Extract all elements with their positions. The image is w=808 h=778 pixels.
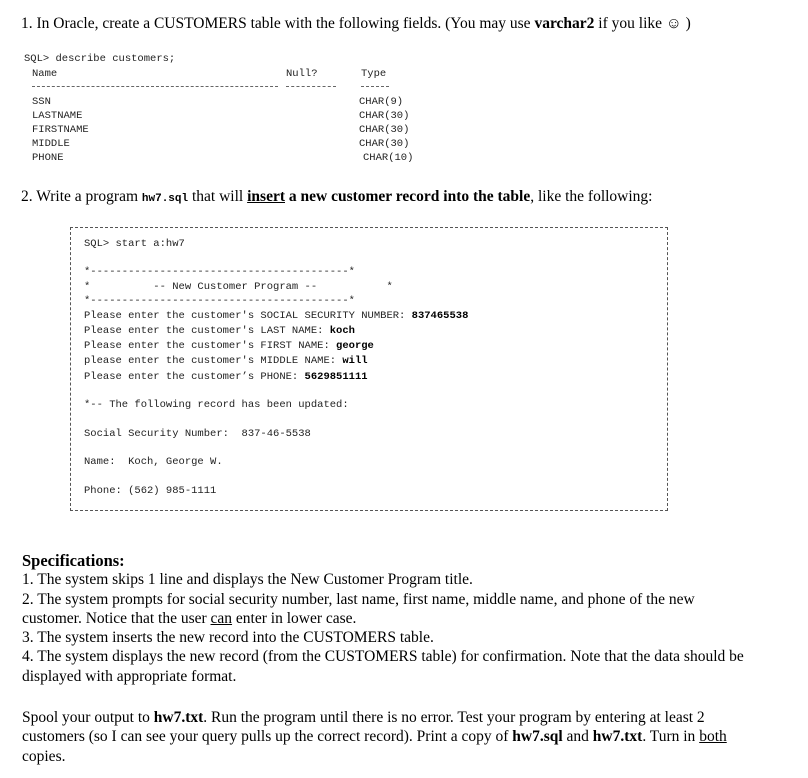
spool-text: Spool your output to xyxy=(22,709,154,726)
spool-file-sql: hw7.sql xyxy=(512,728,563,746)
q1-number: 1. xyxy=(21,15,33,32)
spec-item: 3. The system inserts the new record into the CUSTOMERS table. xyxy=(22,629,434,647)
prompt-line xyxy=(84,355,368,367)
spool-file-txt: hw7.txt xyxy=(153,709,204,726)
q1-text-end: if you like ☺ ) xyxy=(594,15,691,32)
spool-underlined-both: both xyxy=(699,728,727,746)
q2-text: that will xyxy=(188,188,248,205)
prompt-line xyxy=(84,310,468,322)
prompt-line xyxy=(84,340,374,352)
question-1 xyxy=(21,15,691,33)
prompt-answer: george xyxy=(336,340,374,352)
spec-item xyxy=(22,609,804,628)
question-2 xyxy=(21,188,653,206)
table-row-name: SSN xyxy=(32,96,51,108)
table-row-name: FIRSTNAME xyxy=(32,124,89,136)
banner-title: * -- New Customer Program -- * xyxy=(84,281,393,293)
prompt-label: Please enter the customer's LAST NAME: xyxy=(84,325,330,337)
specifications xyxy=(22,551,804,686)
prompt-answer: koch xyxy=(329,325,355,337)
prompt-line xyxy=(84,371,368,383)
prompt-answer: 837465538 xyxy=(411,310,469,322)
session-start-command: SQL> start a:hw7 xyxy=(84,238,185,250)
prompt-label: Please enter the customer's SOCIAL SECURITY NUMBER: xyxy=(84,310,412,322)
spool-line xyxy=(22,727,804,746)
describe-command: SQL> describe customers; xyxy=(24,53,176,65)
spec-text: customer. Notice that the user xyxy=(22,609,211,627)
q2-text-end: , like the following: xyxy=(530,188,653,205)
prompt-label: please enter the customer's MIDDLE NAME: xyxy=(84,355,343,367)
prompt-answer: 5629851111 xyxy=(304,371,368,383)
spool-text: . Turn in xyxy=(642,728,700,746)
table-row-type: CHAR(9) xyxy=(359,96,404,108)
spool-text: and xyxy=(562,728,593,746)
table-row-type: CHAR(30) xyxy=(359,110,410,122)
banner-bottom: *-----------------------------------------* xyxy=(84,295,355,307)
spool-instructions xyxy=(22,708,804,766)
spool-text: customers (so I can see your query pulls up the correct record). Print a copy of xyxy=(22,728,513,746)
q1-bold-term: varchar2 xyxy=(534,15,595,32)
q2-filename: hw7.sql xyxy=(141,193,189,205)
result-ssn: Social Security Number: 837-46-5538 xyxy=(84,428,311,440)
prompt-label: Please enter the customer’s PHONE: xyxy=(84,371,305,383)
table-row-name: PHONE xyxy=(32,152,64,164)
table-row-type: CHAR(10) xyxy=(363,152,414,164)
table-row-type: CHAR(30) xyxy=(359,138,410,150)
header-rule-name xyxy=(32,86,278,87)
updated-message: *-- The following record has been updated: xyxy=(84,399,349,411)
col-header-name: Name xyxy=(32,68,58,80)
col-header-type: Type xyxy=(361,68,387,80)
q2-text: Write a program xyxy=(32,188,142,205)
col-header-null: Null? xyxy=(286,68,318,80)
result-name: Name: Koch, George W. xyxy=(84,456,223,468)
spool-line: copies. xyxy=(22,747,66,765)
spool-text: . Run the program until there is no error. Test your program by entering at least 2 xyxy=(203,709,705,726)
spool-file-txt: hw7.txt xyxy=(592,728,643,746)
table-row-name: MIDDLE xyxy=(32,138,70,150)
prompt-line xyxy=(84,325,355,337)
spec-item: 2. The system prompts for social security number, last name, first name, middle name, and phone of the new xyxy=(22,590,695,608)
header-rule-type xyxy=(361,86,389,87)
spool-line xyxy=(22,708,804,727)
q2-bold-phrase: a new customer record into the table xyxy=(285,188,531,205)
spec-underlined-can: can xyxy=(210,609,233,627)
q1-text: In Oracle, create a CUSTOMERS table with the following fields. (You may use xyxy=(32,15,535,32)
spec-item: 1. The system skips 1 line and displays the New Customer Program title. xyxy=(22,571,473,589)
table-row-type: CHAR(30) xyxy=(359,124,410,136)
spec-text: enter in lower case. xyxy=(232,609,357,627)
banner-top: *-----------------------------------------* xyxy=(84,266,355,278)
q2-insert-keyword: insert xyxy=(247,188,285,205)
prompt-label: Please enter the customer's FIRST NAME: xyxy=(84,340,337,352)
prompt-answer: will xyxy=(342,355,368,367)
spec-item: displayed with appropriate format. xyxy=(22,667,237,685)
header-rule-null xyxy=(286,86,336,87)
spec-item: 4. The system displays the new record (from the CUSTOMERS table) for confirmation. Note that the data should be xyxy=(22,648,744,666)
result-phone: Phone: (562) 985-1111 xyxy=(84,485,217,497)
specifications-heading: Specifications: xyxy=(22,551,125,570)
q2-number: 2. xyxy=(21,188,33,205)
table-row-name: LASTNAME xyxy=(32,110,83,122)
